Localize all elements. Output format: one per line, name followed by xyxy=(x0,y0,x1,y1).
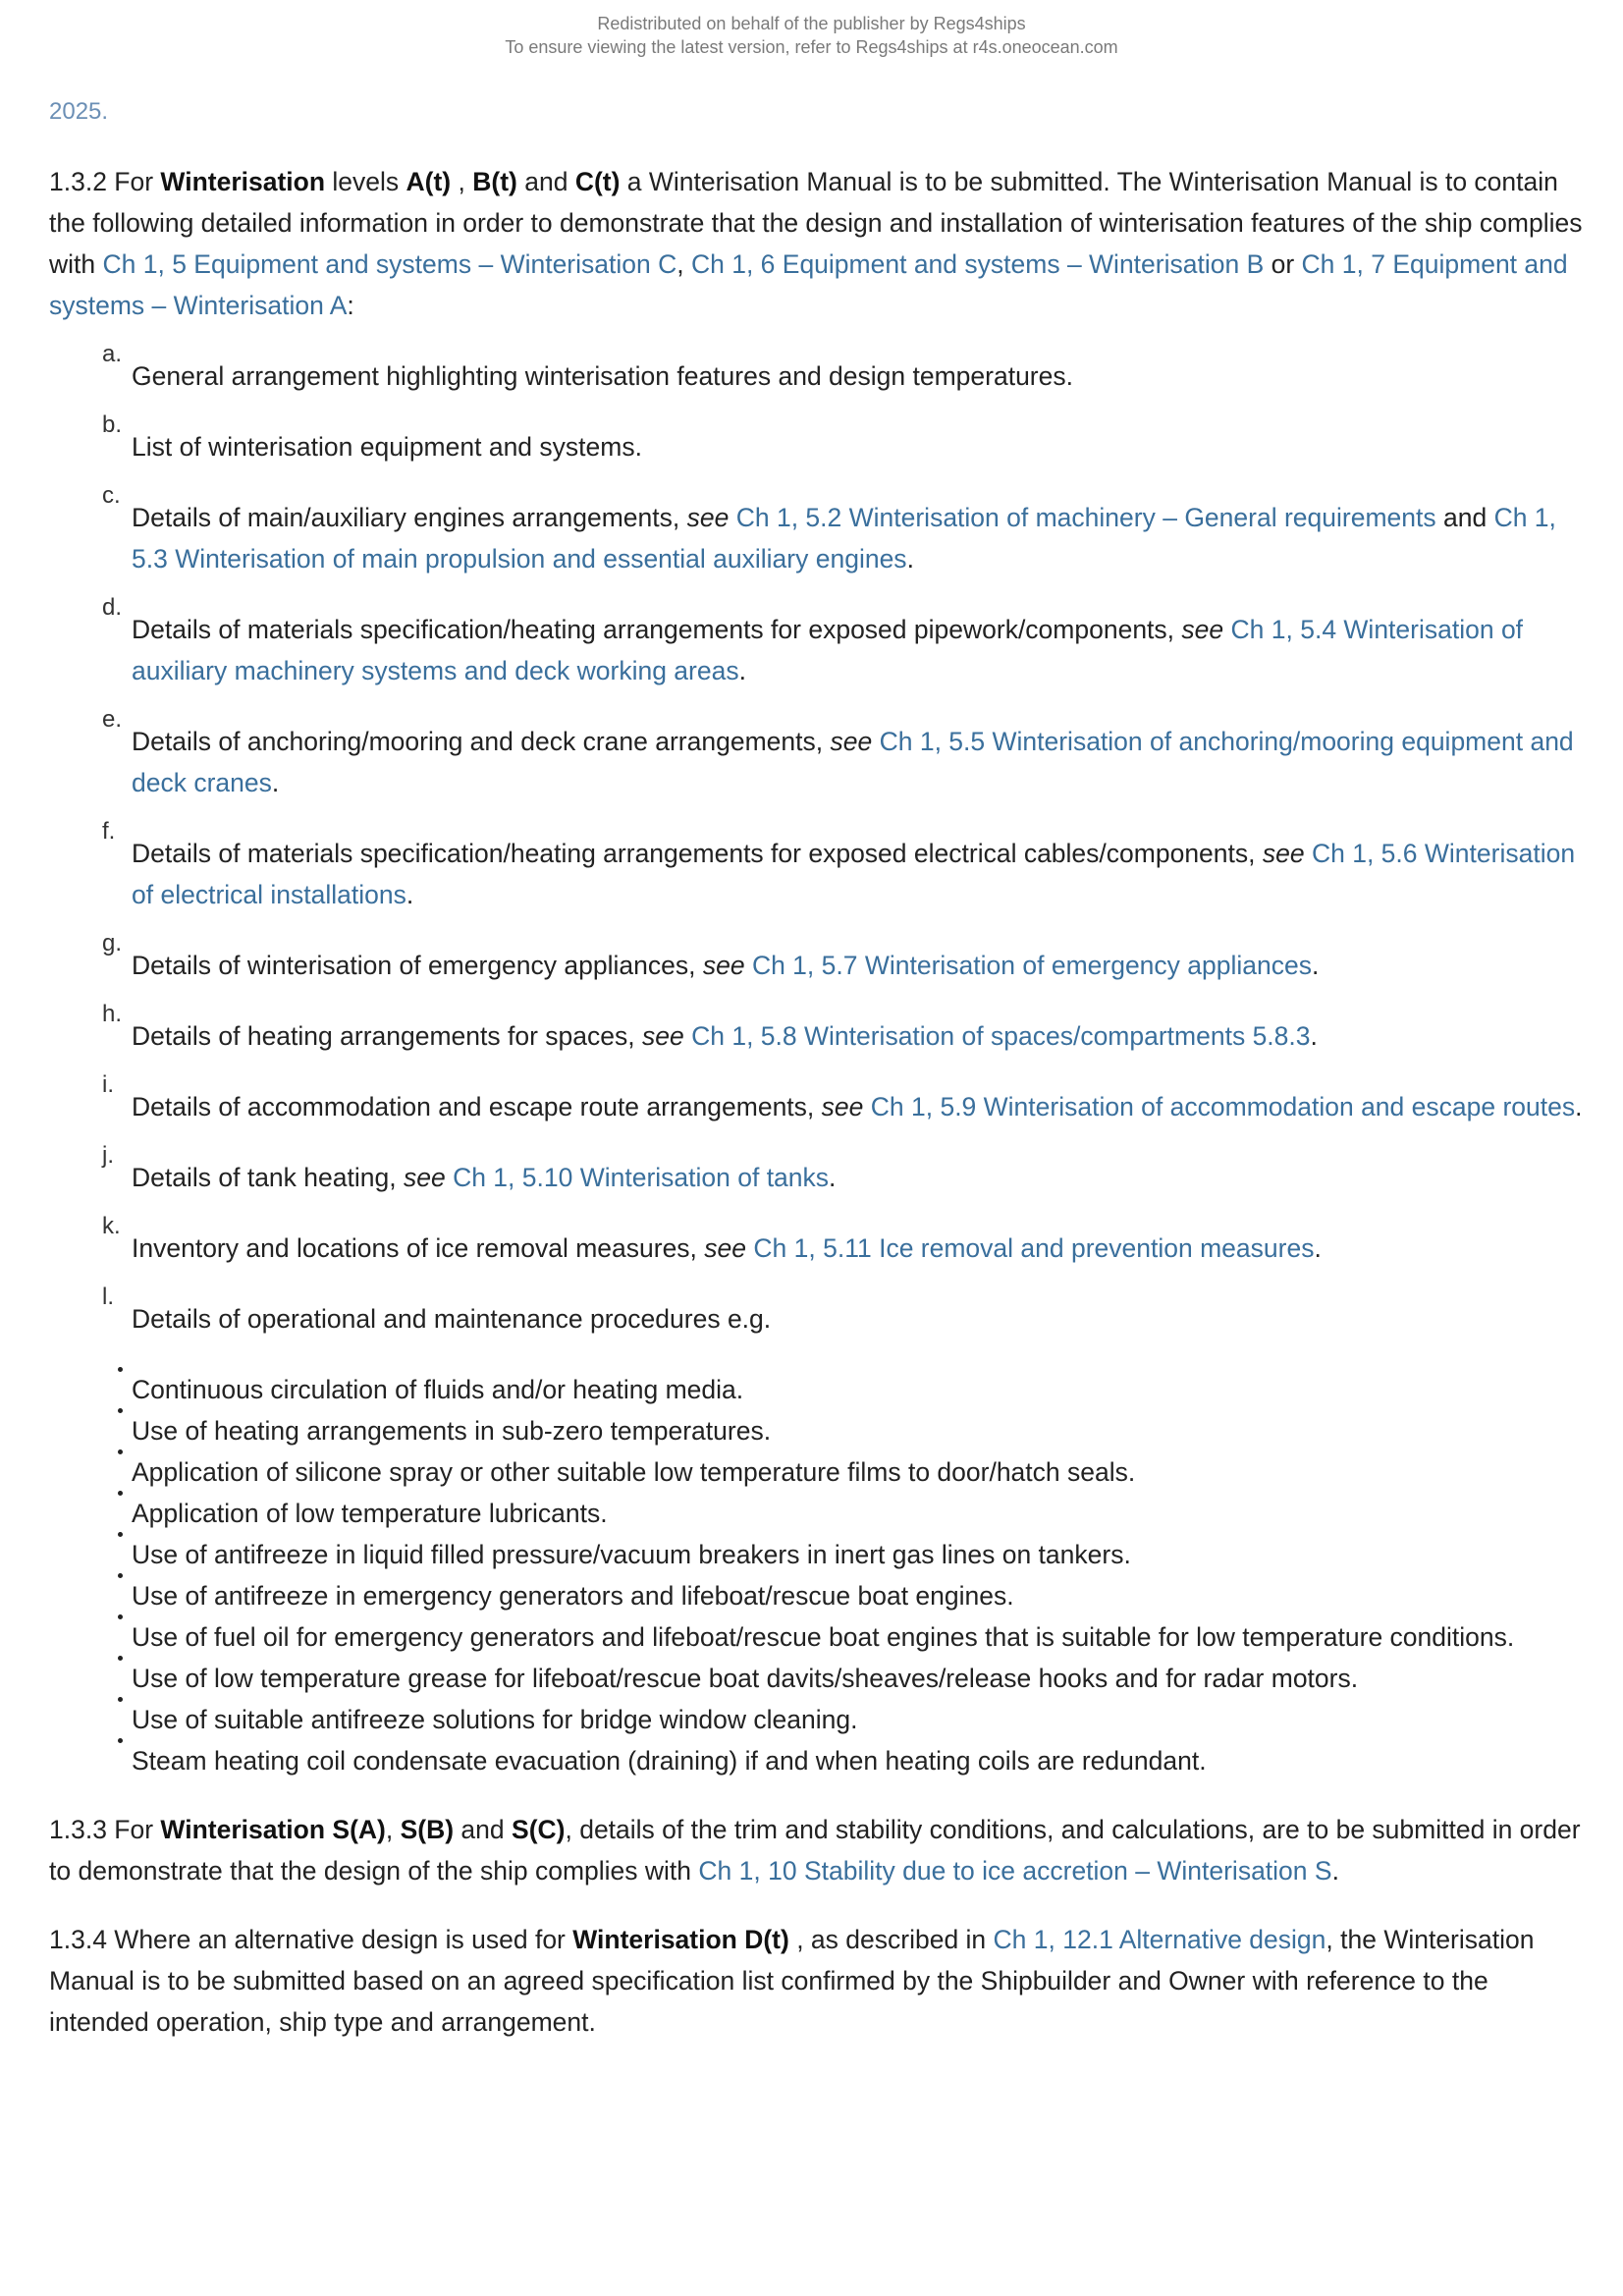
bullet-icon xyxy=(118,1367,123,1372)
bullet-item: Steam heating coil condensate evacuation (draining) if and when heating coils are redundant. xyxy=(49,1740,1591,1781)
bullet-icon xyxy=(118,1614,123,1619)
link-ch1-10[interactable]: Ch 1, 10 Stability due to ice accretion – Winterisation S xyxy=(698,1856,1332,1886)
list-item: e. Details of anchoring/mooring and deck crane arrangements, see Ch 1, 5.5 Winterisation of anchoring/mooring equipment and deck cranes. xyxy=(102,706,1574,797)
level-c: C(t) xyxy=(574,167,621,196)
list-item: a. General arrangement highlighting winterisation features and design temperatures. xyxy=(102,341,1073,391)
link-ch1-5[interactable]: Ch 1, 5 Equipment and systems – Winterisation C xyxy=(102,249,677,279)
list-item: h. Details of heating arrangements for spaces, see Ch 1, 5.8 Winterisation of spaces/compartments 5.8.3. xyxy=(102,1001,1318,1051)
bullet-item: Continuous circulation of fluids and/or heating media. xyxy=(49,1369,1591,1410)
link-ch1-5-8[interactable]: Ch 1, 5.8 Winterisation of spaces/compartments 5.8.3 xyxy=(691,1021,1311,1051)
link-ch1-5-3[interactable]: Ch 1, 5.3 Winterisation of main propulsion and essential auxiliary engines xyxy=(132,503,1556,574)
link-ch1-5-5[interactable]: Ch 1, 5.5 Winterisation of anchoring/mooring equipment and deck cranes xyxy=(132,727,1574,797)
paragraph-1-3-4: 1.3.4 Where an alternative design is used for Winterisation D(t) , as described in Ch 1, 12.1 Alternative design, the Winterisation Manual is to be submitted based on an agreed specification list confirmed by the Shipbuilder and Owner with reference to the intended operation, ship type and arrangement. xyxy=(49,1925,1535,2037)
bullet-item: Use of low temperature grease for lifeboat/rescue boat davits/sheaves/release hooks and for radar motors. xyxy=(49,1658,1591,1699)
paragraph-1-3-2: 1.3.2 For Winterisation levels A(t) , B(t) and C(t) a Winterisation Manual is to be submitted. The Winterisation Manual is to contain the following detailed information in order to demonstrate that the design and installation of winterisation features of the ship complies with Ch 1, 5 Equipment and systems – Winterisation C, Ch 1, 6 Equipment and systems – Winterisation B or Ch 1, 7 Equipment and systems – Winterisation A: xyxy=(49,167,1583,320)
bullet-icon xyxy=(118,1697,123,1702)
bullet-icon xyxy=(118,1491,123,1496)
link-ch1-5-4[interactable]: Ch 1, 5.4 Winterisation of auxiliary machinery systems and deck working areas xyxy=(132,615,1524,685)
cut-off-text: 2025. xyxy=(49,98,109,125)
redistribution-header xyxy=(0,12,1623,59)
list-item: j. Details of tank heating, see Ch 1, 5.10 Winterisation of tanks. xyxy=(102,1142,837,1192)
bullet-item: Use of suitable antifreeze solutions for bridge window cleaning. xyxy=(49,1699,1591,1740)
term-winterisation: Winterisation xyxy=(160,167,326,196)
procedures-bullet-list xyxy=(49,1369,1591,1781)
link-ch1-12-1[interactable]: Ch 1, 12.1 Alternative design xyxy=(993,1925,1326,1954)
bullet-icon xyxy=(118,1532,123,1537)
level-a: A(t) xyxy=(406,167,452,196)
link-ch1-5-9[interactable]: Ch 1, 5.9 Winterisation of accommodation and escape routes xyxy=(870,1092,1576,1121)
bullet-icon xyxy=(118,1408,123,1413)
link-ch1-5-2[interactable]: Ch 1, 5.2 Winterisation of machinery – General requirements xyxy=(735,503,1436,532)
bullet-icon xyxy=(118,1738,123,1743)
bullet-item: Use of antifreeze in emergency generators and lifeboat/rescue boat engines. xyxy=(49,1575,1591,1616)
list-item: b. List of winterisation equipment and systems. xyxy=(102,411,642,462)
bullet-item: Use of antifreeze in liquid filled pressure/vacuum breakers in inert gas lines on tankers. xyxy=(49,1534,1591,1575)
link-ch1-5-7[interactable]: Ch 1, 5.7 Winterisation of emergency appliances xyxy=(751,951,1312,980)
link-ch1-6[interactable]: Ch 1, 6 Equipment and systems – Winterisation B xyxy=(690,249,1265,279)
list-item: i. Details of accommodation and escape route arrangements, see Ch 1, 5.9 Winterisation of accommodation and escape routes. xyxy=(102,1071,1583,1121)
list-item: f. Details of materials specification/heating arrangements for exposed electrical cables/components, see Ch 1, 5.6 Winterisation of electrical installations. xyxy=(102,818,1576,909)
list-item: g. Details of winterisation of emergency appliances, see Ch 1, 5.7 Winterisation of emergency appliances. xyxy=(102,930,1320,980)
link-ch1-5-6[interactable]: Ch 1, 5.6 Winterisation of electrical installations xyxy=(132,839,1576,909)
link-ch1-5-10[interactable]: Ch 1, 5.10 Winterisation of tanks xyxy=(453,1163,830,1192)
list-item: d. Details of materials specification/heating arrangements for exposed pipework/components, see Ch 1, 5.4 Winterisation of auxiliary machinery systems and deck working areas. xyxy=(102,594,1524,685)
link-ch1-7[interactable]: Ch 1, 7 Equipment and systems – Winterisation A xyxy=(49,249,1568,320)
header-line-1: Redistributed on behalf of the publisher by Regs4ships xyxy=(597,14,1026,33)
list-item: c. Details of main/auxiliary engines arrangements, see Ch 1, 5.2 Winterisation of machinery – General requirements and Ch 1, 5.3 Winterisation of main propulsion and essential auxiliary engines. xyxy=(102,482,1556,574)
winterisation-manual-list xyxy=(49,341,1591,1339)
bullet-icon xyxy=(118,1656,123,1661)
list-item: k. Inventory and locations of ice removal measures, see Ch 1, 5.11 Ice removal and prevention measures. xyxy=(102,1213,1322,1263)
level-b: B(t) xyxy=(472,167,517,196)
bullet-icon xyxy=(118,1449,123,1454)
bullet-item: Application of silicone spray or other suitable low temperature films to door/hatch seals. xyxy=(49,1451,1591,1493)
bullet-item: Use of fuel oil for emergency generators and lifeboat/rescue boat engines that is suitable for low temperature conditions. xyxy=(49,1616,1591,1658)
bullet-item: Application of low temperature lubricants. xyxy=(49,1493,1591,1534)
bullet-item: Use of heating arrangements in sub-zero temperatures. xyxy=(49,1410,1591,1451)
link-ch1-5-11[interactable]: Ch 1, 5.11 Ice removal and prevention measures xyxy=(753,1233,1315,1263)
document-body xyxy=(49,161,1591,2043)
header-line-2: To ensure viewing the latest version, refer to Regs4ships at r4s.oneocean.com xyxy=(505,37,1118,57)
paragraph-1-3-3: 1.3.3 For Winterisation S(A), S(B) and S(C), details of the trim and stability conditions, and calculations, are to be submitted in order to demonstrate that the design of the ship complies with Ch 1, 10 Stability due to ice accretion – Winterisation S. xyxy=(49,1815,1581,1886)
list-item: l. Details of operational and maintenance procedures e.g. xyxy=(102,1284,772,1334)
bullet-icon xyxy=(118,1573,123,1578)
